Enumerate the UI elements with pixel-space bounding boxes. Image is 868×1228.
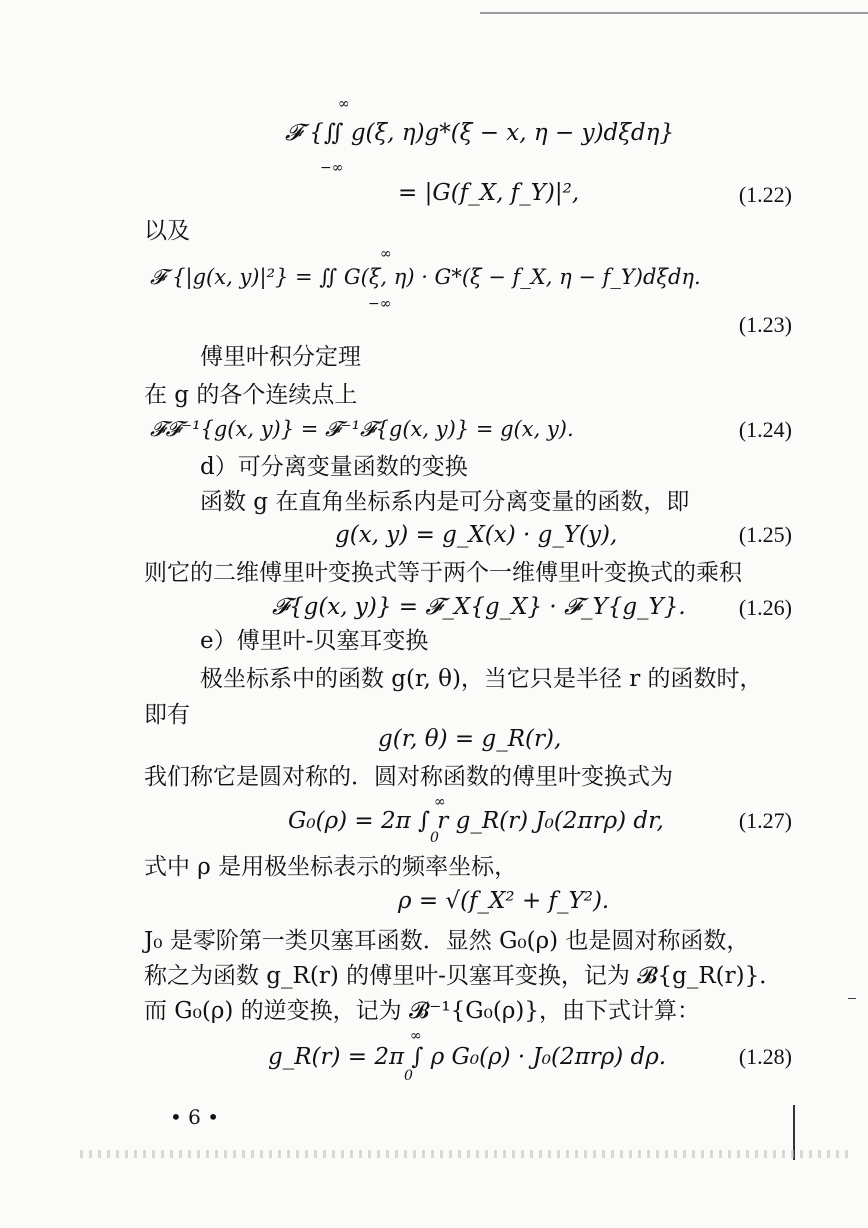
equation-1-28-upper-bound: ∞ (410, 1028, 422, 1044)
heading-fourier-integral-theorem: 傅里叶积分定理 (200, 344, 361, 370)
equation-1-23: 𝓕 {|g(x, y)|²} = ∬ G(ξ, η) · G*(ξ − f_X, η − f_Y)dξdη. (150, 265, 701, 289)
equation-1-26: 𝓕{g(x, y)} = 𝓕_X{g_X} · 𝓕_Y{g_Y}. (272, 594, 686, 620)
equation-1-27-upper-bound: ∞ (434, 794, 446, 810)
text-continuity-points: 在 g 的各个连续点上 (144, 382, 358, 408)
equation-number-1-26: (1.26) (738, 595, 792, 620)
equation-number-1-28: (1.28) (738, 1044, 792, 1069)
equation-1-22-upper-bound: ∞ (338, 96, 350, 112)
text-polar-function-1: 极坐标系中的函数 g(r, θ)，当它只是半径 r 的函数时， (200, 666, 763, 692)
text-rho-definition: 式中 ρ 是用极坐标表示的频率坐标， (144, 854, 518, 880)
equation-1-24: 𝓕𝓕⁻¹{g(x, y)} = 𝓕⁻¹𝓕{g(x, y)} = g(x, y). (150, 417, 574, 441)
equation-number-1-24: (1.24) (738, 417, 792, 442)
equation-1-27-lower-bound: 0 (430, 830, 439, 846)
equation-1-23-lower-bound: −∞ (368, 296, 392, 312)
equation-number-1-25: (1.25) (738, 522, 792, 547)
equation-1-25: g(x, y) = g_X(x) · g_Y(y), (335, 522, 618, 548)
equation-1-22-lower-bound: −∞ (320, 160, 344, 176)
equation-1-23-upper-bound: ∞ (380, 246, 392, 262)
text-separable-function: 函数 g 在直角坐标系内是可分离变量的函数，即 (200, 489, 690, 515)
equation-1-28-lower-bound: 0 (404, 1068, 413, 1084)
scan-bottom-noise (80, 1150, 848, 1158)
equation-number-1-23: (1.23) (738, 312, 792, 337)
equation-1-27: G₀(ρ) = 2π ∫ r g_R(r) J₀(2πrρ) dr, (288, 808, 664, 834)
equation-1-28: g_R(r) = 2π ∫ ρ G₀(ρ) · J₀(2πrρ) dρ. (268, 1044, 667, 1070)
heading-e-fourier-bessel: e）傅里叶-贝塞耳变换 (200, 628, 429, 654)
text-bessel-function-2: 称之为函数 g_R(r) 的傅里叶-贝塞耳变换，记为 𝓑{g_R(r)}． (144, 963, 783, 989)
page-number: • 6 • (170, 1105, 220, 1129)
equation-1-22-line2: = |G(f_X, f_Y)|², (398, 180, 580, 206)
text-2d-transform-product: 则它的二维傅里叶变换式等于两个一维傅里叶变换式的乘积 (144, 560, 742, 586)
equation-1-22-line1: 𝓕 {∬ g(ξ, η)g*(ξ − x, η − y)dξdη} (285, 120, 675, 146)
text-circular-symmetry: 我们称它是圆对称的．圆对称函数的傅里叶变换式为 (144, 764, 673, 790)
scan-edge-rule (480, 12, 868, 14)
equation-number-1-27: (1.27) (738, 808, 792, 833)
text-polar-function-2: 即有 (144, 702, 190, 728)
equation-radial-function: g(r, θ) = g_R(r), (378, 726, 562, 752)
text-bessel-function-1: J₀ 是零阶第一类贝塞耳函数．显然 G₀(ρ) 也是圆对称函数， (144, 928, 750, 954)
scan-speck (848, 998, 856, 999)
equation-number-1-22: (1.22) (738, 182, 792, 207)
heading-d-separable-variables: d）可分离变量函数的变换 (200, 454, 468, 480)
text-inverse-transform: 而 G₀(ρ) 的逆变换，记为 𝓑⁻¹{G₀(ρ)}，由下式计算： (144, 998, 700, 1024)
text-and: 以及 (144, 218, 190, 244)
equation-rho: ρ = √(f_X² + f_Y²). (398, 888, 610, 914)
